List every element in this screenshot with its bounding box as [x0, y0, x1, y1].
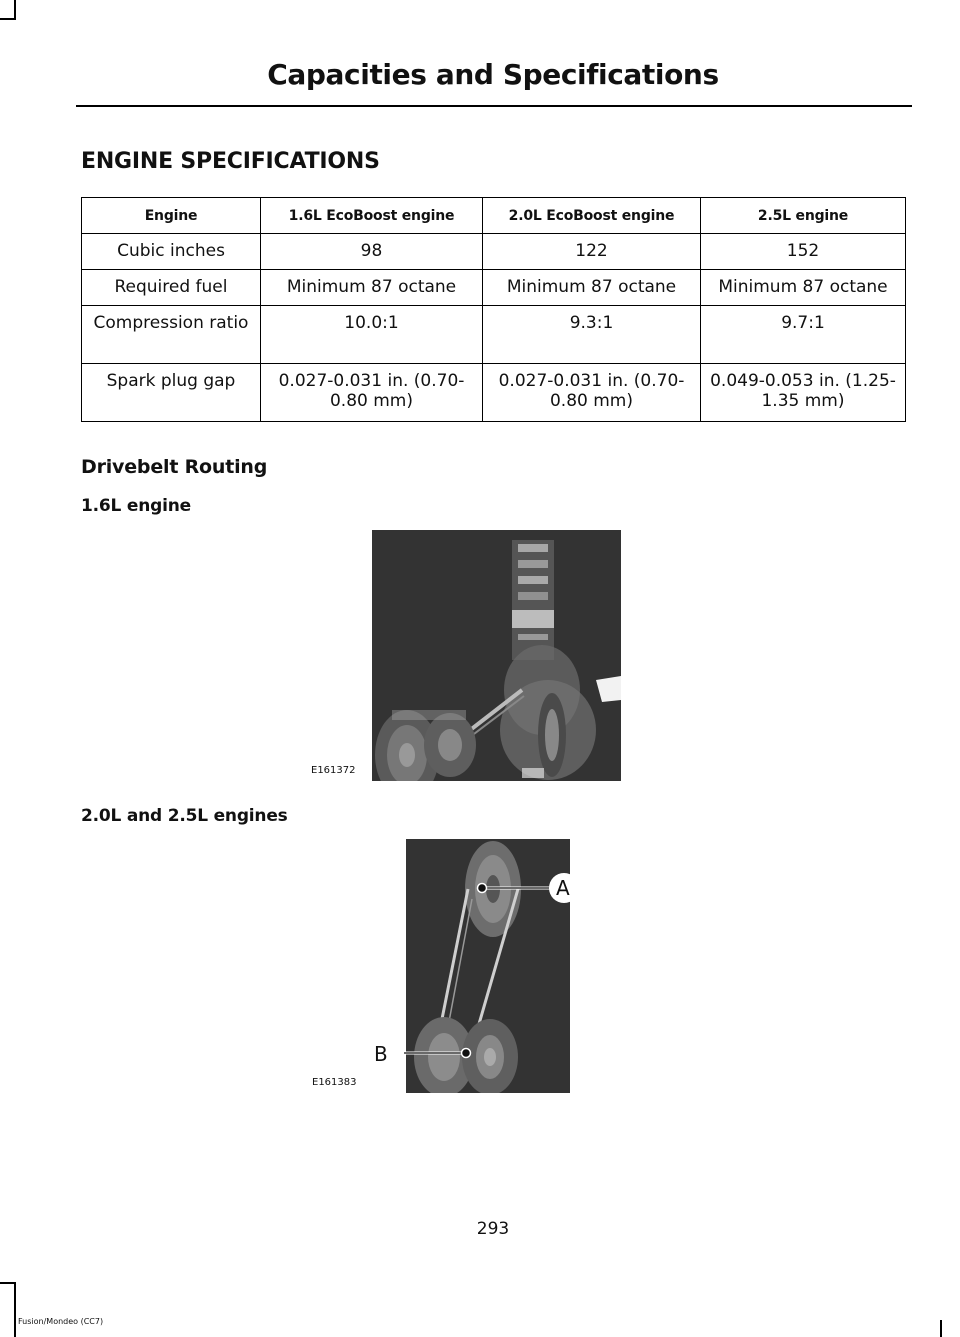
drivebelt-illustration	[372, 530, 621, 781]
table-header-cell: 1.6L EcoBoost engine	[261, 198, 483, 234]
crop-mark-bottom-right	[940, 1320, 942, 1337]
table-header-cell: 2.5L engine	[701, 198, 906, 234]
table-cell: Spark plug gap	[82, 364, 261, 422]
table-cell: Cubic inches	[82, 234, 261, 270]
callout-b-leader	[396, 1039, 506, 1069]
table-cell: 9.7:1	[701, 306, 906, 364]
section-title: ENGINE SPECIFICATIONS	[81, 149, 380, 174]
table-row	[82, 234, 906, 270]
crop-mark-bottom-left	[14, 1282, 16, 1337]
crop-mark-top-left	[14, 0, 16, 20]
table-header-row	[82, 198, 906, 234]
table-cell: Minimum 87 octane	[483, 270, 701, 306]
table-cell: 98	[261, 234, 483, 270]
table-cell: 122	[483, 234, 701, 270]
table-cell: 9.3:1	[483, 306, 701, 364]
figure2-label: 2.0L and 2.5L engines	[81, 806, 288, 826]
callout-label-a: A	[556, 876, 570, 900]
header-divider	[76, 105, 912, 107]
table-cell: Required fuel	[82, 270, 261, 306]
drivebelt-heading: Drivebelt Routing	[81, 456, 268, 478]
table-cell: 152	[701, 234, 906, 270]
figure1-label: 1.6L engine	[81, 496, 191, 516]
page-header-title: Capacities and Specifications	[267, 58, 719, 91]
engine-specifications-table	[81, 197, 906, 422]
table-row	[82, 270, 906, 306]
callout-a-leader	[470, 868, 630, 908]
figure2-code: E161383	[312, 1077, 357, 1088]
callout-label-b: B	[374, 1042, 388, 1066]
table-row	[82, 306, 906, 364]
table-row	[82, 364, 906, 422]
table-cell: Minimum 87 octane	[261, 270, 483, 306]
footer-model: Fusion/Mondeo (CC7)	[18, 1317, 104, 1326]
drivebelt-diagram-1-6l	[372, 530, 621, 781]
crop-mark-top-left	[0, 18, 16, 20]
table-header-cell: Engine	[82, 198, 261, 234]
table-cell: 0.049-0.053 in. (1.25-1.35 mm)	[701, 364, 906, 422]
table-cell: 0.027-0.031 in. (0.70-0.80 mm)	[483, 364, 701, 422]
page-number: 293	[476, 1219, 510, 1239]
table-cell: Compression ratio	[82, 306, 261, 364]
table-cell: Minimum 87 octane	[701, 270, 906, 306]
table-header-cell: 2.0L EcoBoost engine	[483, 198, 701, 234]
table-cell: 0.027-0.031 in. (0.70-0.80 mm)	[261, 364, 483, 422]
figure1-code: E161372	[311, 765, 356, 776]
crop-mark-bottom-left	[0, 1282, 16, 1284]
table-cell: 10.0:1	[261, 306, 483, 364]
